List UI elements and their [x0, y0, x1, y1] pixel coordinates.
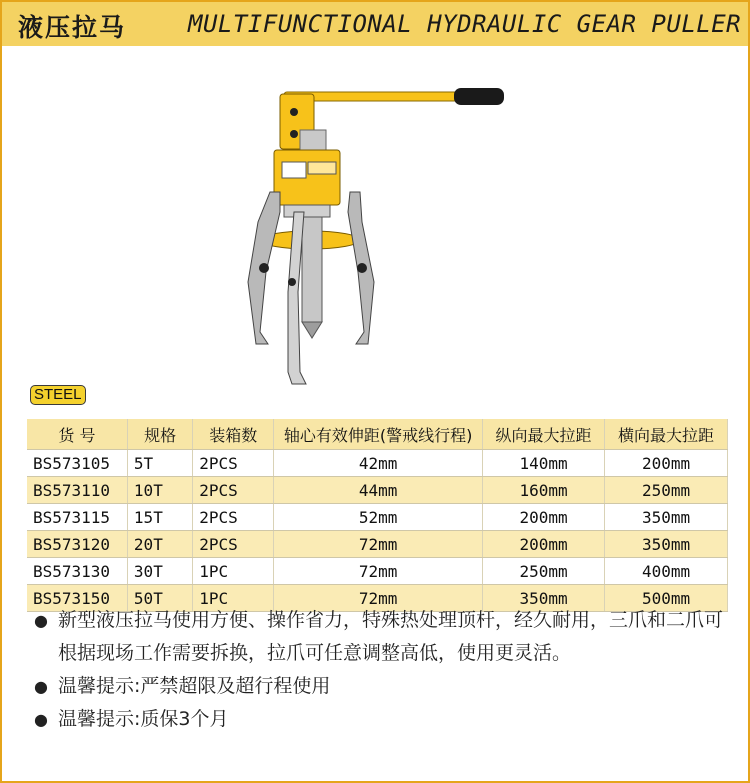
table-cell: 350mm [605, 531, 728, 558]
table-cell: BS573130 [27, 558, 127, 585]
col-pack: 装箱数 [193, 419, 274, 450]
bullet-icon: ● [34, 710, 48, 729]
table-cell: 1PC [193, 558, 274, 585]
col-stroke: 轴心有效伸距(警戒线行程) [274, 419, 483, 450]
table-cell: 200mm [605, 450, 728, 477]
table-cell: 72mm [274, 558, 483, 585]
table-cell: 72mm [274, 531, 483, 558]
col-vertical-reach: 纵向最大拉距 [483, 419, 605, 450]
table-cell: 200mm [483, 504, 605, 531]
note-item [32, 703, 732, 736]
notes-list [32, 604, 732, 736]
table-cell: 250mm [605, 477, 728, 504]
table-cell: 15T [127, 504, 192, 531]
table-cell: 2PCS [193, 477, 274, 504]
table-cell: 10T [127, 477, 192, 504]
table-row [27, 504, 728, 531]
table-cell: 250mm [483, 558, 605, 585]
table-cell: BS573105 [27, 450, 127, 477]
table-cell: 1PC [193, 585, 274, 612]
note-item [32, 670, 732, 703]
col-item-no: 货 号 [27, 419, 127, 450]
note-item [32, 604, 732, 670]
table-cell: 350mm [605, 504, 728, 531]
title-english: MULTIFUNCTIONAL HYDRAULIC GEAR PULLER [188, 10, 742, 38]
table-cell: 44mm [274, 477, 483, 504]
table-row [27, 558, 728, 585]
hydraulic-puller-image [222, 72, 522, 402]
spec-table [27, 419, 728, 612]
table-cell: 72mm [274, 585, 483, 612]
col-horizontal-reach: 横向最大拉距 [605, 419, 728, 450]
table-cell: 160mm [483, 477, 605, 504]
col-spec: 规格 [127, 419, 192, 450]
header-bar [2, 2, 748, 46]
table-cell: 42mm [274, 450, 483, 477]
table-cell: BS573120 [27, 531, 127, 558]
table-cell: 350mm [483, 585, 605, 612]
table-cell: 2PCS [193, 531, 274, 558]
table-cell: 20T [127, 531, 192, 558]
table-cell: BS573110 [27, 477, 127, 504]
table-cell: BS573115 [27, 504, 127, 531]
table-cell: 30T [127, 558, 192, 585]
table-cell: 500mm [605, 585, 728, 612]
table-cell: 2PCS [193, 504, 274, 531]
table-row [27, 450, 728, 477]
table-cell: 52mm [274, 504, 483, 531]
table-cell: 5T [127, 450, 192, 477]
table-cell: 50T [127, 585, 192, 612]
bullet-icon: ● [34, 611, 48, 630]
note-text: 温馨提示:质保3个月 [58, 708, 229, 730]
table-cell: 400mm [605, 558, 728, 585]
table-header-row [27, 419, 728, 450]
bullet-icon: ● [34, 677, 48, 696]
table-row [27, 477, 728, 504]
table-cell: 2PCS [193, 450, 274, 477]
steel-badge: STEEL [30, 385, 86, 405]
title-chinese: 液压拉马 [18, 13, 127, 42]
note-text: 新型液压拉马使用方便、操作省力，特殊热处理顶杆，经久耐用，三爪和二爪可根据现场工作需要拆换，拉爪可任意调整高低，使用更灵活。 [58, 609, 724, 664]
table-cell: BS573150 [27, 585, 127, 612]
table-cell: 140mm [483, 450, 605, 477]
table-cell: 200mm [483, 531, 605, 558]
note-text: 温馨提示:严禁超限及超行程使用 [58, 675, 331, 697]
table-row [27, 531, 728, 558]
